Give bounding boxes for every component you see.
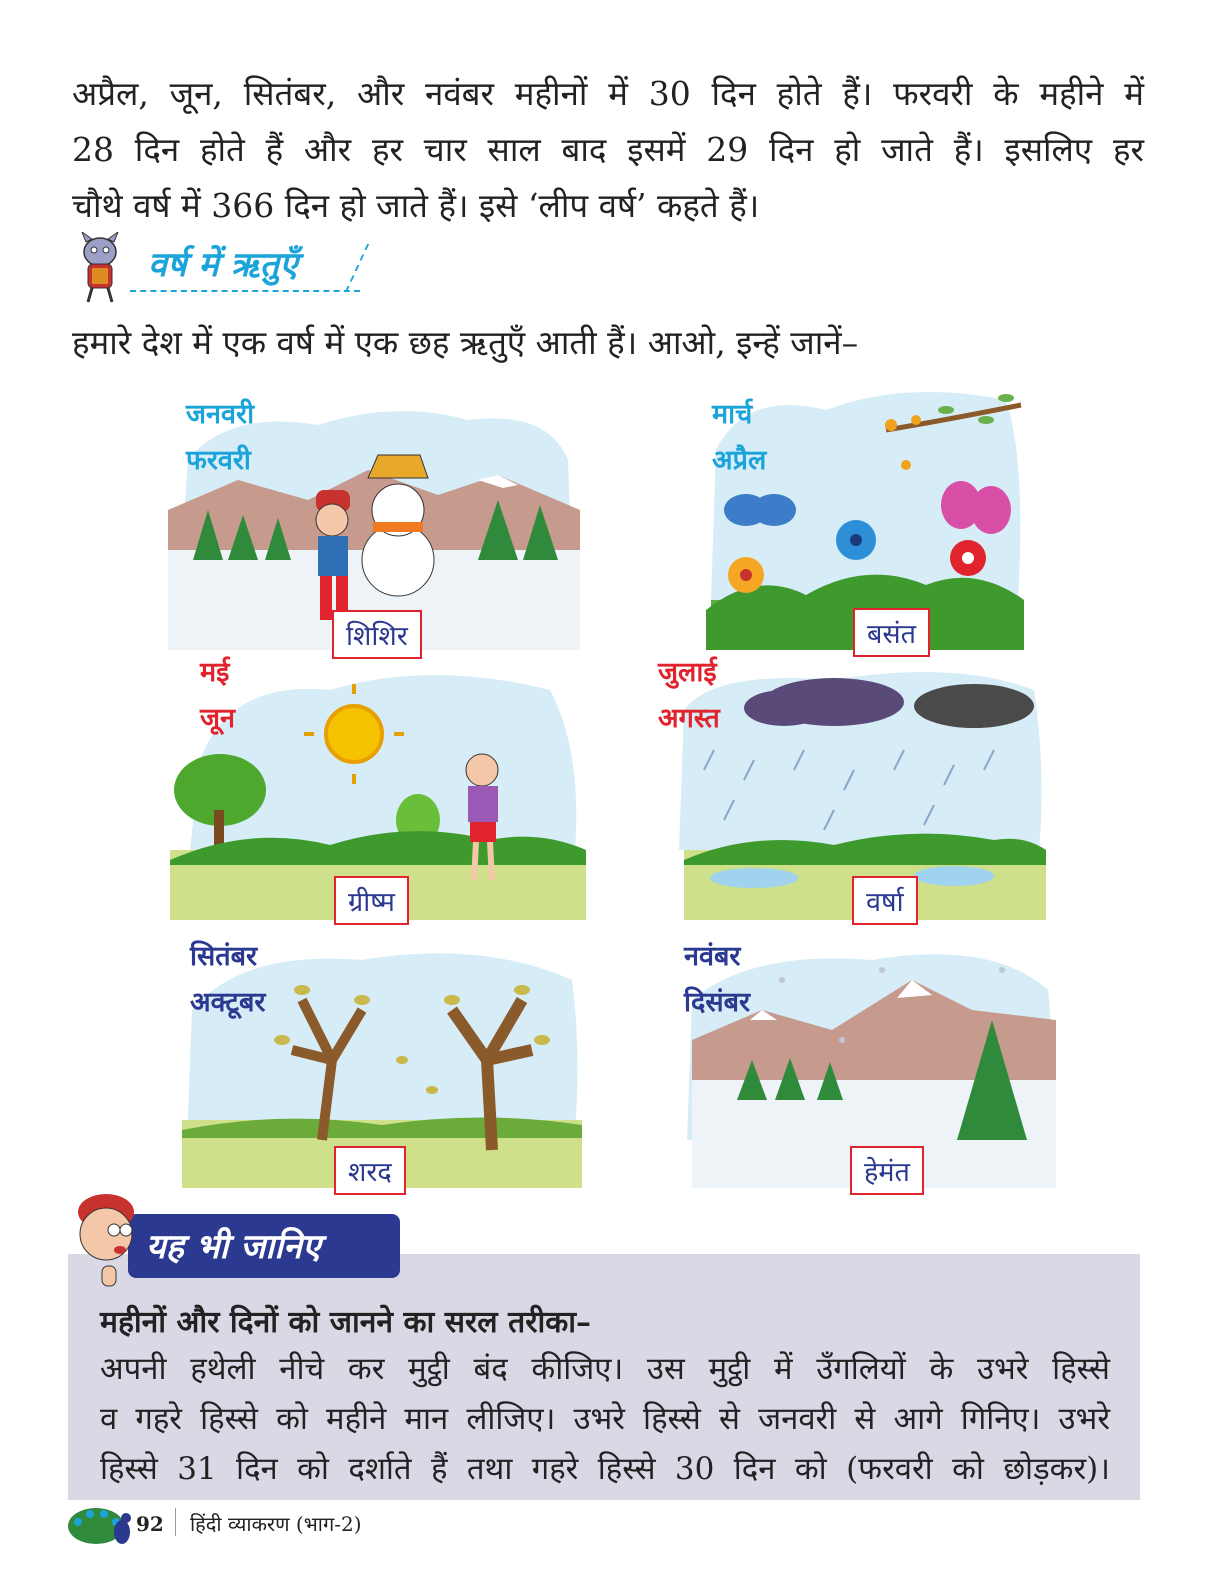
season-card-sharad: [182, 940, 582, 1188]
info-badge-text: यह भी जानिए: [146, 1227, 321, 1267]
info-line: हिस्से 31 दिन को दर्शाते हैं तथा गहरे हिस्से 30 दिन को (फरवरी को छोड़कर)।: [100, 1451, 1110, 1487]
section-heading-text: वर्ष में ऋतुएँ: [148, 245, 298, 285]
month-label: जुलाई: [658, 657, 717, 688]
season-months: [712, 392, 766, 484]
season-card-shishir: [168, 400, 580, 650]
season-name-label: वर्षा: [852, 876, 918, 925]
season-card-grishm: [170, 650, 586, 920]
season-card-varsha: [654, 650, 1046, 920]
season-months: [190, 934, 265, 1026]
info-line: व गहरे हिस्से को महीने मान लीजिए। उभरे हिस्से से जनवरी से आगे गिनिए। उभरे: [100, 1401, 1110, 1437]
peacock-icon: [66, 1498, 136, 1548]
month-label: अगस्त: [658, 703, 720, 734]
month-label: दिसंबर: [684, 987, 751, 1018]
season-card-hemant: [672, 940, 1056, 1188]
month-label: सितंबर: [190, 941, 258, 972]
footer-book-title: हिंदी व्याकरण (भाग-2): [190, 1512, 362, 1536]
intro-paragraph: [72, 66, 1144, 234]
season-name-label: बसंत: [853, 608, 930, 657]
month-label: अप्रैल: [712, 445, 767, 476]
season-card-basant: [706, 380, 1024, 650]
season-name-label: हेमंत: [850, 1146, 924, 1195]
intro-line: अप्रैल, जून, सितंबर, और नवंबर महीनों में 30 दिन होते हैं। फरवरी के महीने में: [72, 74, 1145, 113]
season-name-label: ग्रीष्म: [334, 876, 409, 925]
season-name-label: शरद: [334, 1146, 406, 1195]
season-months: [658, 650, 720, 742]
season-months: [186, 392, 254, 484]
month-label: मई: [200, 657, 230, 688]
intro-line: 28 दिन होते हैं और हर चार साल बाद इसमें 29 दिन हो जाते हैं। इसलिए हर: [72, 130, 1144, 169]
month-label: नवंबर: [684, 941, 741, 972]
month-label: जनवरी: [186, 399, 255, 430]
month-label: जून: [200, 703, 236, 734]
footer-divider: [175, 1508, 176, 1536]
month-label: मार्च: [712, 399, 753, 430]
info-box-body: [100, 1344, 1110, 1494]
page-number: 92: [136, 1512, 164, 1536]
intro-line: चौथे वर्ष में 366 दिन हो जाते हैं। इसे ‘लीप वर्ष’ कहते हैं।: [72, 186, 760, 225]
boy-mascot-icon: [72, 1190, 142, 1290]
season-months: [200, 650, 235, 742]
season-name-label: शिशिर: [332, 610, 422, 659]
month-label: अक्टूबर: [190, 987, 266, 1018]
section-heading: [70, 232, 390, 302]
month-label: फरवरी: [186, 445, 251, 476]
season-months: [684, 934, 750, 1026]
info-line: अपनी हथेली नीचे कर मुट्ठी बंद कीजिए। उस मुट्ठी में उँगलियों के उभरे हिस्से: [100, 1351, 1110, 1387]
section-subtext: हमारे देश में एक वर्ष में एक छह ऋतुएँ आती हैं। आओ, इन्हें जानें–: [72, 323, 859, 362]
info-box-title: महीनों और दिनों को जानने का सरल तरीका–: [100, 1305, 592, 1340]
cat-mascot-icon: [70, 232, 130, 304]
heading-slash: [345, 244, 369, 292]
heading-underline: [130, 290, 360, 292]
